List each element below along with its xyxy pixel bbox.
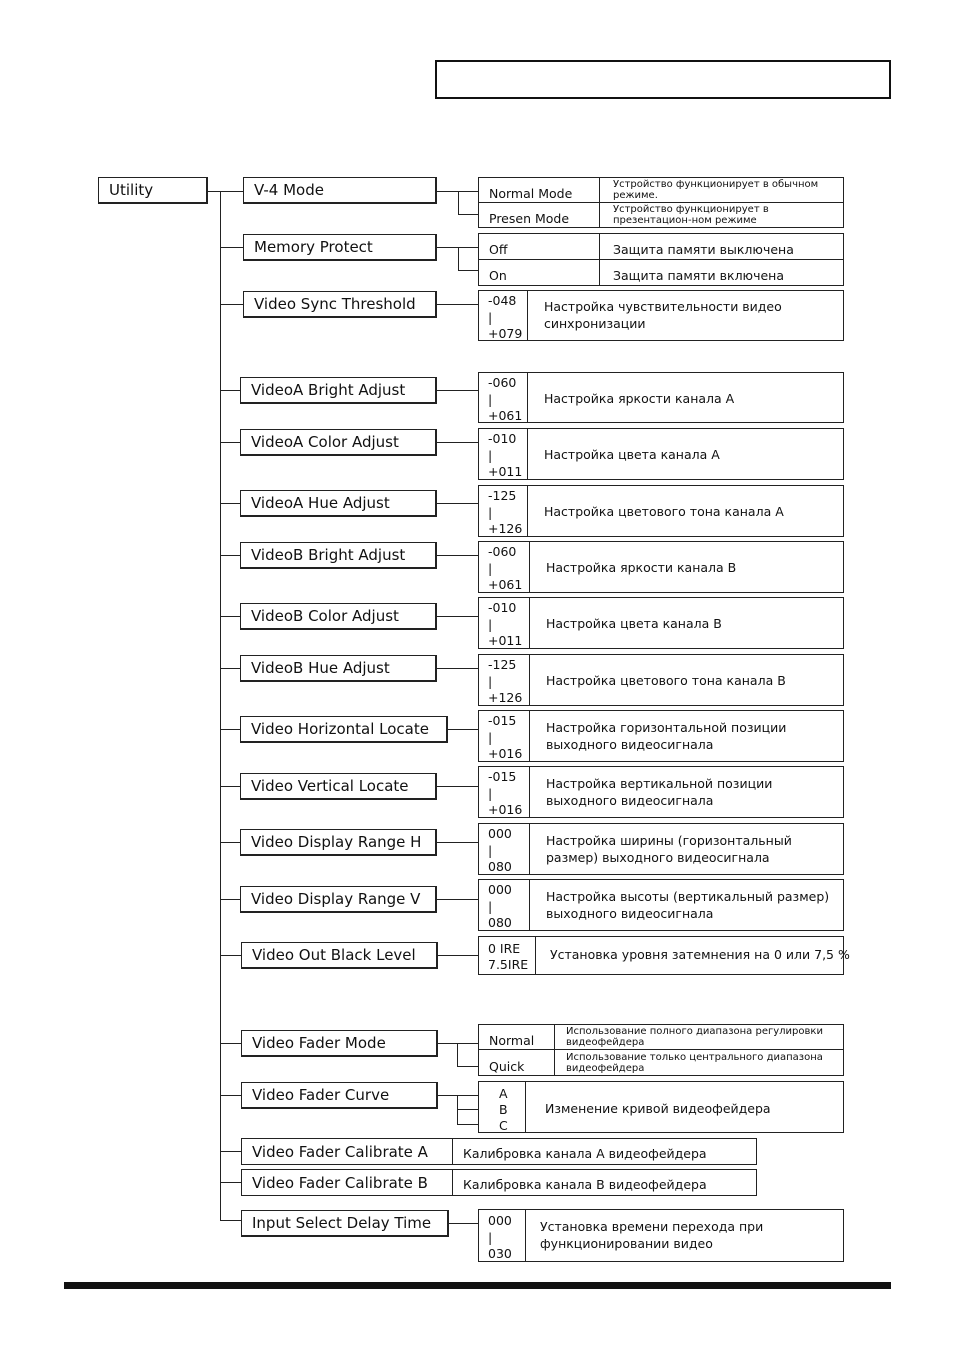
option-desc: Использование только центрального диапазона видеофейдера [566, 1052, 823, 1074]
connector [438, 1095, 479, 1096]
param-label: Video Horizontal Locate [251, 719, 429, 738]
connector [458, 270, 479, 271]
range-max: +061 [488, 408, 523, 423]
option-name: Normal [489, 1033, 535, 1048]
range-sep: | [488, 1229, 493, 1245]
input-delay-box [478, 1209, 844, 1262]
divider [452, 1170, 453, 1195]
param-box [478, 541, 844, 593]
param-desc: Изменение кривой видеофейдера [545, 1101, 771, 1116]
connector [457, 1124, 479, 1125]
range-max: +011 [488, 464, 523, 479]
option-desc: Устройство функционирует в презентацион-ном режиме [613, 204, 769, 226]
param-desc: Настройка цветового тона канала B [546, 673, 786, 688]
value-b: 7.5IRE [488, 957, 529, 972]
range-values [479, 769, 522, 819]
connector [437, 616, 479, 617]
param-box [478, 597, 844, 649]
connector [220, 668, 241, 669]
param-label: VideoB Bright Adjust [251, 545, 406, 564]
param-desc: Настройка цветового тона канала A [544, 504, 784, 519]
range-min: -125 [488, 657, 517, 672]
range-max: 080 [488, 915, 512, 930]
param-label: VideoA Color Adjust [251, 432, 399, 451]
connector [220, 555, 241, 556]
param-box [478, 290, 844, 341]
connector [457, 1109, 479, 1110]
v4-mode-options [478, 177, 844, 228]
connector [448, 729, 479, 730]
range-sep: | [488, 673, 493, 689]
param-label: Video Display Range H [251, 832, 422, 851]
param-desc: Настройка ширины (горизонтальный размер) выходного видеосигнала [546, 833, 792, 865]
range-max: 030 [488, 1246, 512, 1261]
range-sep: | [488, 842, 493, 858]
range-max: +079 [488, 326, 523, 341]
divider [529, 711, 530, 761]
range-min: 000 [488, 826, 512, 841]
range-values [479, 1213, 512, 1263]
connector [437, 304, 479, 305]
black-level-box [478, 936, 850, 975]
range-sep: | [488, 729, 493, 745]
param-box [478, 879, 844, 931]
curve-option: C [499, 1118, 508, 1133]
fader-curve-box [478, 1081, 844, 1133]
connector [437, 503, 479, 504]
range-min: -010 [488, 600, 517, 615]
range-max: +126 [488, 690, 523, 705]
range-values [479, 431, 522, 481]
connector [437, 899, 479, 900]
param-node [240, 886, 437, 913]
connector [449, 1223, 479, 1224]
range-max: +016 [488, 746, 523, 761]
fader-calibrate-a [241, 1138, 757, 1165]
divider [527, 429, 528, 479]
connector [220, 899, 241, 900]
connector [220, 442, 241, 443]
input-delay-node: Input Select Delay Time [241, 1210, 449, 1237]
utility-node: Utility [98, 177, 208, 204]
option-desc: Защита памяти выключена [613, 242, 794, 257]
bottom-rule [64, 1282, 891, 1289]
connector [457, 1066, 479, 1067]
param-node [240, 490, 437, 517]
divider [452, 1139, 453, 1164]
value-a: 0 IRE [488, 941, 521, 956]
node-label: Video Fader Calibrate A [252, 1143, 428, 1161]
range-max: 080 [488, 859, 512, 874]
fader-mode-options [478, 1024, 844, 1076]
param-desc: Установка уровня затемнения на 0 или 7,5 % [550, 947, 850, 962]
memory-protect-node: Memory Protect [243, 234, 437, 261]
param-label: Video Vertical Locate [251, 776, 409, 795]
range-min: -010 [488, 431, 517, 446]
param-node [240, 655, 437, 682]
param-desc: Настройка яркости канала B [546, 560, 737, 575]
v4-mode-node: V-4 Mode [243, 177, 437, 204]
curve-option: B [499, 1102, 508, 1117]
connector [437, 555, 479, 556]
range-sep: | [488, 447, 493, 463]
param-desc: Калибровка канала A видеофейдера [463, 1146, 707, 1161]
connector [220, 1182, 242, 1183]
fader-mode-node: Video Fader Mode [241, 1030, 438, 1057]
divider [479, 1049, 843, 1050]
option-name: Quick [489, 1059, 525, 1074]
param-label: VideoB Color Adjust [251, 606, 399, 625]
connector [458, 247, 459, 271]
range-min: 000 [488, 1213, 512, 1228]
header-frame [435, 60, 891, 99]
divider [527, 486, 528, 536]
param-desc: Настройка яркости канала A [544, 391, 735, 406]
param-label: VideoA Bright Adjust [251, 380, 406, 399]
range-values [479, 713, 522, 763]
connector [220, 390, 241, 391]
param-box [478, 710, 844, 762]
divider [529, 598, 530, 648]
range-sep: | [488, 391, 493, 407]
option-name: On [489, 268, 507, 283]
range-max: +016 [488, 802, 523, 817]
range-sep: | [488, 616, 493, 632]
connector [438, 1043, 479, 1044]
connector [220, 503, 241, 504]
range-min: -015 [488, 713, 517, 728]
option-desc: Устройство функционирует в обычном режиме. [613, 179, 819, 201]
fader-curve-node: Video Fader Curve [241, 1082, 438, 1109]
connector [438, 955, 479, 956]
range-values [479, 600, 522, 650]
option-name: Normal Mode [489, 186, 573, 201]
param-node [243, 291, 437, 318]
range-min: -060 [488, 544, 517, 559]
range-max: +126 [488, 521, 523, 536]
divider [554, 1025, 555, 1075]
param-box [478, 766, 844, 818]
divider [527, 373, 528, 422]
range-sep: | [488, 898, 493, 914]
param-box [478, 485, 844, 537]
param-box [478, 823, 844, 875]
connector [220, 1095, 242, 1096]
param-desc: Установка времени перехода при функционировании видео [540, 1219, 764, 1251]
range-values [479, 375, 522, 425]
range-min: -125 [488, 488, 517, 503]
param-node [240, 716, 448, 743]
param-desc: Настройка цвета канала B [546, 616, 722, 631]
divider [529, 880, 530, 930]
divider [529, 542, 530, 592]
param-node [240, 429, 437, 456]
connector [220, 304, 244, 305]
divider [479, 202, 843, 203]
connector [457, 1095, 458, 1125]
param-box [478, 654, 844, 706]
connector [220, 616, 241, 617]
range-min: 000 [488, 882, 512, 897]
range-values [479, 882, 512, 932]
option-desc: Защита памяти включена [613, 268, 784, 283]
param-desc: Настройка цвета канала A [544, 447, 720, 462]
divider [535, 937, 536, 974]
divider [525, 1082, 526, 1132]
curve-option: A [499, 1086, 508, 1101]
divider [525, 1210, 526, 1261]
option-name: Off [489, 242, 508, 257]
param-label: Video Display Range V [251, 889, 421, 908]
param-label: VideoB Hue Adjust [251, 658, 390, 677]
connector [437, 842, 479, 843]
range-sep: | [488, 504, 493, 520]
param-box [478, 428, 844, 480]
range-sep: | [488, 560, 493, 576]
param-desc: Настройка вертикальной позиции выходного видеосигнала [546, 776, 773, 808]
connector [458, 214, 479, 215]
param-node [240, 542, 437, 569]
param-node [240, 829, 437, 856]
param-desc: Калибровка канала B видеофейдера [463, 1177, 707, 1192]
connector [220, 729, 241, 730]
trunk-line [220, 191, 221, 1220]
connector [220, 1151, 242, 1152]
range-values [479, 544, 522, 594]
param-label: Video Sync Threshold [254, 294, 416, 313]
range-sep: | [488, 785, 493, 801]
fader-calibrate-b [241, 1169, 757, 1196]
param-desc: Настройка высоты (вертикальный размер) выходного видеосигнала [546, 889, 830, 921]
range-min: -060 [488, 375, 517, 390]
connector [220, 1220, 242, 1221]
divider [479, 259, 843, 260]
node-label: Video Fader Calibrate B [252, 1174, 428, 1192]
divider [529, 824, 530, 874]
connector [457, 1043, 458, 1067]
range-max: +061 [488, 577, 523, 592]
memory-protect-options [478, 233, 844, 286]
range-min: -015 [488, 769, 517, 784]
range-values [479, 293, 522, 343]
connector [220, 247, 244, 248]
param-label: VideoA Hue Adjust [251, 493, 390, 512]
range-sep: | [488, 309, 493, 325]
param-node [240, 377, 437, 404]
connector [220, 955, 242, 956]
param-box [478, 372, 844, 423]
param-desc: Настройка чувствительности видео синхронизации [544, 299, 782, 331]
connector [220, 786, 241, 787]
param-node [240, 603, 437, 630]
param-desc: Настройка горизонтальной позиции выходного видеосигнала [546, 720, 787, 752]
range-values [479, 488, 522, 538]
connector [437, 786, 479, 787]
divider [529, 767, 530, 817]
range-max: +011 [488, 633, 523, 648]
divider [527, 291, 528, 340]
param-node [240, 773, 437, 800]
connector [220, 842, 241, 843]
connector [458, 191, 459, 215]
black-level-node: Video Out Black Level [241, 942, 438, 969]
connector [220, 1043, 242, 1044]
option-name: Presen Mode [489, 211, 570, 226]
connector [220, 191, 244, 192]
range-values [479, 657, 522, 707]
range-min: -048 [488, 293, 517, 308]
connector [437, 442, 479, 443]
connector [437, 390, 479, 391]
connector [437, 668, 479, 669]
range-values [479, 826, 512, 876]
divider [529, 655, 530, 705]
option-desc: Использование полного диапазона регулировки видеофейдера [566, 1026, 823, 1048]
